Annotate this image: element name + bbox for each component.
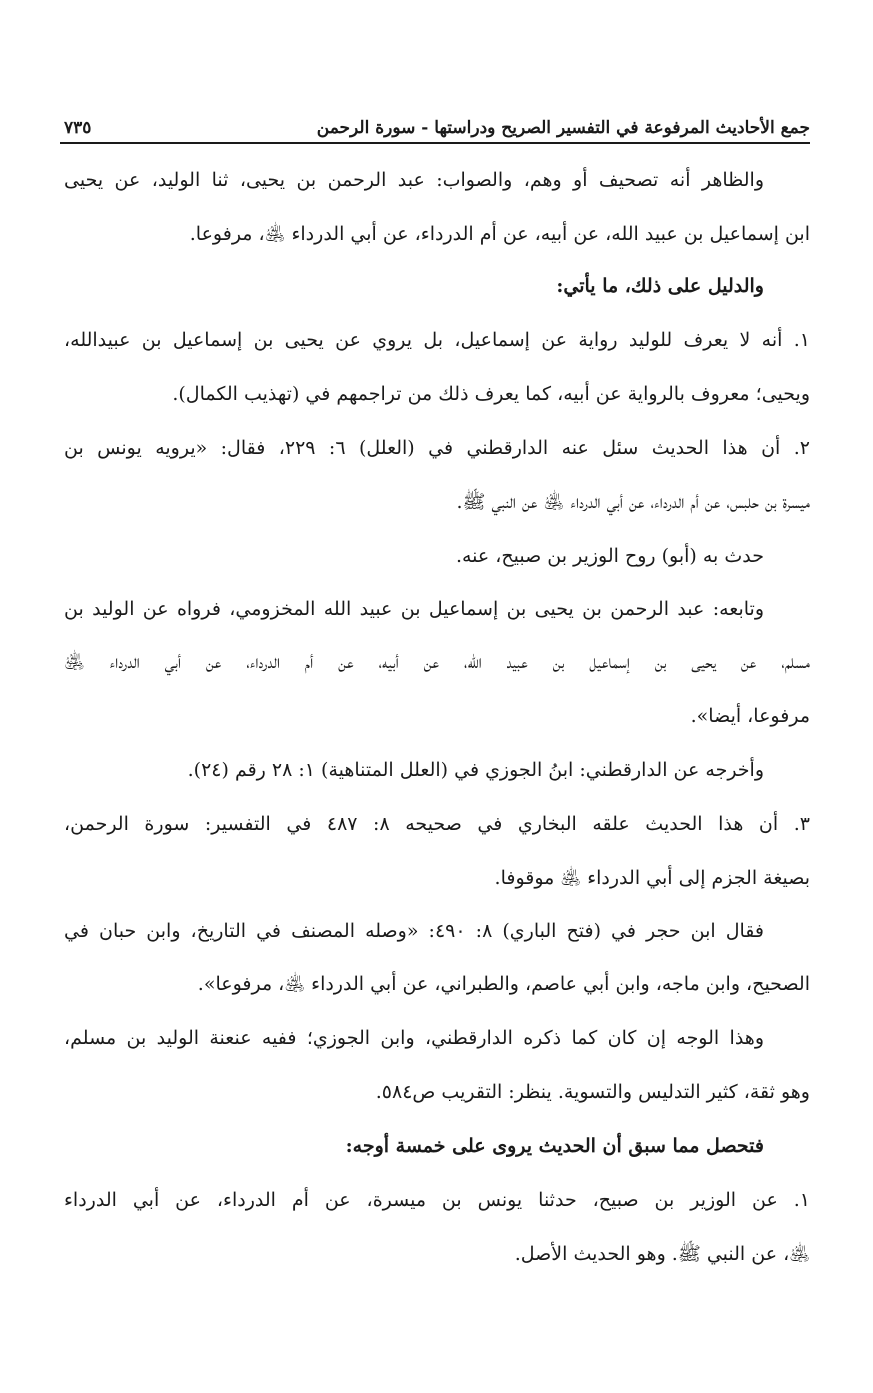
paragraph-line: ويحيى؛ معروف بالرواية عن أبيه، كما يعرف ذلك من تراجمهم في (تهذيب الكمال). [172, 383, 810, 405]
paragraph-line: ميسرة بن حلبس، عن أم الدرداء، عن أبي الدرداء ﵁ عن النبي ﷺ. [456, 491, 810, 513]
paragraph-line: وهذا الوجه إن كان كما ذكره الدارقطني، وابن الجوزي؛ ففيه عنعنة الوليد بن مسلم، [64, 1027, 764, 1049]
paragraph-line: وتابعه: عبد الرحمن بن يحيى بن إسماعيل بن عبيد الله المخزومي، فرواه عن الوليد بن [64, 598, 764, 620]
paragraph-line: ابن إسماعيل بن عبيد الله، عن أبيه، عن أم الدرداء، عن أبي الدرداء ﵁، مرفوعا. [189, 223, 810, 245]
section-heading: فتحصل مما سبق أن الحديث يروى على خمسة أوجه: [345, 1135, 764, 1157]
paragraph-line: الصحيح، وابن ماجه، وابن أبي عاصم، والطبراني، عن أبي الدرداء ﵁، مرفوعا». [197, 973, 810, 995]
list-item-line: ٣. أن هذا الحديث علقه البخاري في صحيحه ٨: ٤٨٧ في التفسير: سورة الرحمن، [64, 813, 810, 835]
paragraph-line: والظاهر أنه تصحيف أو وهم، والصواب: عبد الرحمن بن يحيى، ثنا الوليد، عن يحيى [64, 169, 764, 191]
running-header [60, 112, 810, 144]
paragraph-line: بصيغة الجزم إلى أبي الدرداء ﵁ موقوفا. [494, 867, 810, 889]
paragraph-line: حدث به (أبو) روح الوزير بن صبيح، عنه. [455, 545, 764, 567]
book-title: جمع الأحاديث المرفوعة في التفسير الصريح ودراستها - سورة الرحمن [316, 118, 810, 138]
section-heading: والدليل على ذلك، ما يأتي: [556, 275, 764, 297]
page-number: ٧٣٥ [64, 118, 92, 138]
list-item-line: ١. عن الوزير بن صبيح، حدثنا يونس بن ميسرة، عن أم الدرداء، عن أبي الدرداء [64, 1189, 810, 1211]
paragraph-line: مرفوعا، أيضا». [690, 705, 810, 727]
paragraph-line: وأخرجه عن الدارقطني: ابنُ الجوزي في (العلل المتناهية) ١: ٢٨ رقم (٢٤). [187, 759, 764, 781]
list-item-line: ٢. أن هذا الحديث سئل عنه الدارقطني في (العلل) ٦: ٢٢٩، فقال: «يرويه يونس بن [64, 437, 810, 459]
paragraph-line: مسلم، عن يحيى بن إسماعيل بن عبيد الله، عن أبيه، عن أم الدرداء، عن أبي الدرداء ﵁ [64, 651, 810, 673]
paragraph-line: ﵁، عن النبي ﷺ. وهو الحديث الأصل. [514, 1243, 810, 1265]
paragraph-line: فقال ابن حجر في (فتح الباري) ٨: ٤٩٠: «وصله المصنف في التاريخ، وابن حبان في [64, 920, 765, 942]
list-item-line: ١. أنه لا يعرف للوليد رواية عن إسماعيل، بل يروي عن يحيى بن إسماعيل بن عبيدالله، [64, 329, 810, 351]
paragraph-line: وهو ثقة، كثير التدليس والتسوية. ينظر: التقريب ص٥٨٤. [375, 1081, 810, 1103]
